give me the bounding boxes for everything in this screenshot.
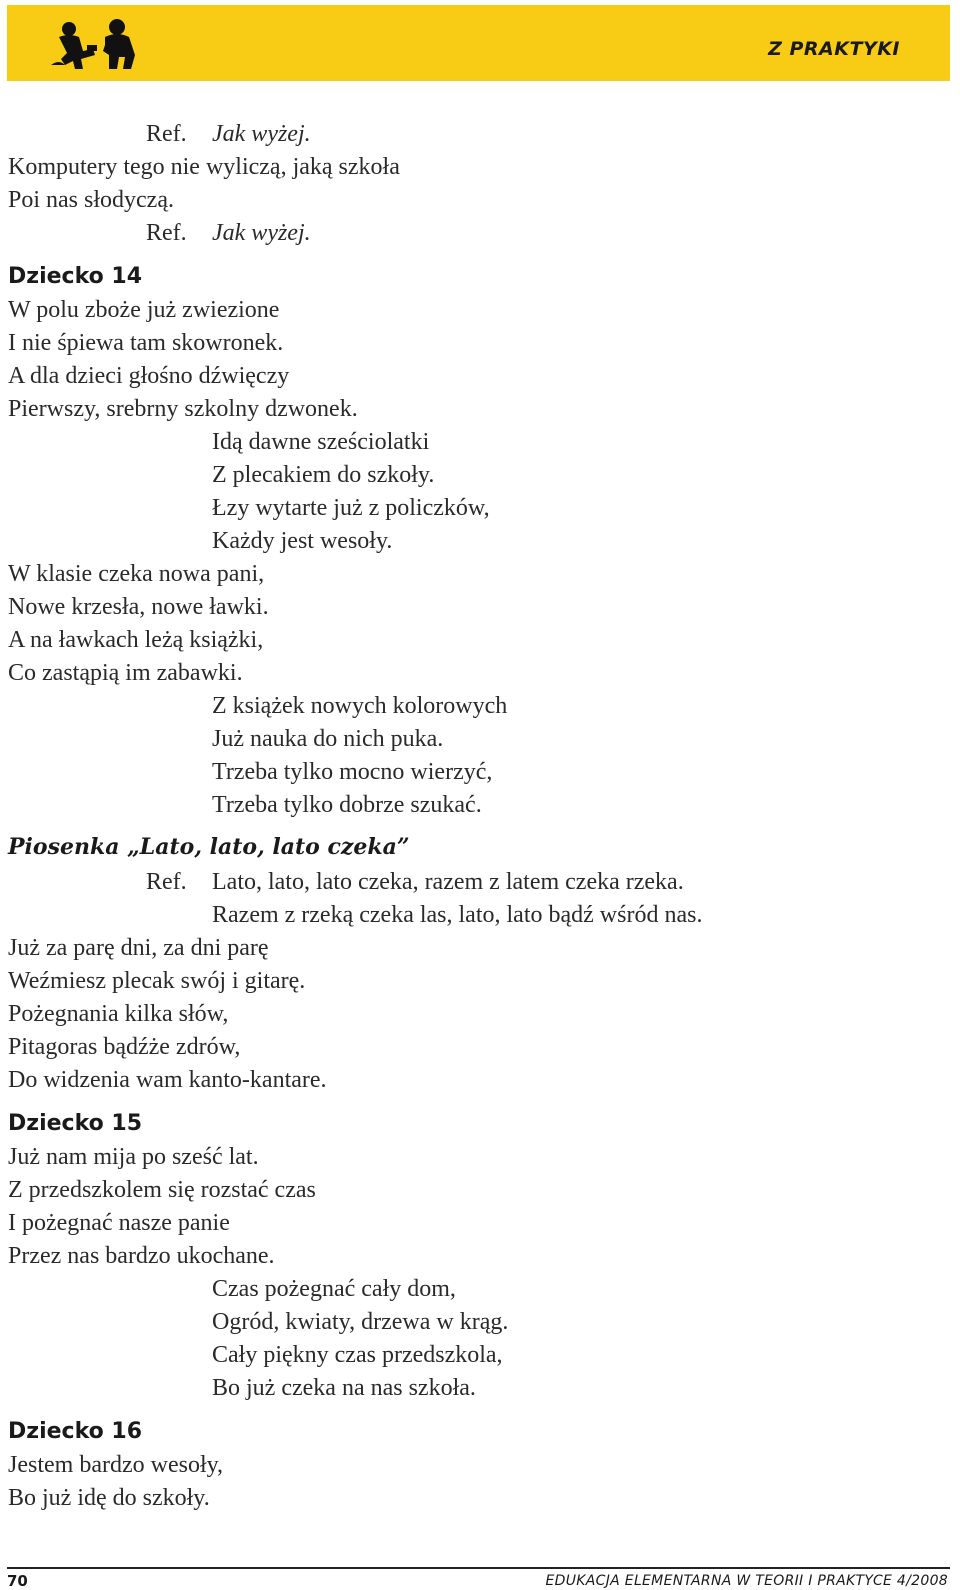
verse-line-indented: Z książek nowych kolorowych bbox=[212, 693, 508, 719]
refrain-label: Ref. bbox=[146, 121, 187, 147]
verse-line-indented: Łzy wytarte już z policzków, bbox=[212, 495, 490, 521]
verse-line-indented: Trzeba tylko mocno wierzyć, bbox=[212, 759, 493, 785]
verse-line-indented: Trzeba tylko dobrze szukać. bbox=[212, 792, 482, 818]
refrain-line bbox=[146, 868, 684, 896]
verse-line: Jestem bardzo wesoły, bbox=[8, 1452, 224, 1478]
verse-line: A dla dzieci głośno dźwięczy bbox=[8, 363, 290, 389]
verse-line: Pożegnania kilka słów, bbox=[8, 1001, 229, 1027]
verse-line: I pożegnać nasze panie bbox=[8, 1210, 230, 1236]
journal-title: EDUKACJA ELEMENTARNA W TEORII I PRAKTYCE 4/2008 bbox=[545, 1573, 948, 1589]
verse-line: Bo już idę do szkoły. bbox=[8, 1485, 210, 1511]
refrain-label: Ref. bbox=[146, 220, 187, 246]
section-heading: Dziecko 16 bbox=[8, 1419, 142, 1444]
verse-line: Weźmiesz plecak swój i gitarę. bbox=[8, 968, 306, 994]
verse-line: W polu zboże już zwiezione bbox=[8, 297, 280, 323]
verse-line: Co zastąpią im zabawki. bbox=[8, 660, 243, 686]
refrain-line bbox=[146, 219, 311, 247]
section-heading: Dziecko 14 bbox=[8, 264, 142, 289]
section-label: Z PRAKTYKI bbox=[768, 38, 900, 60]
verse-line: Komputery tego nie wyliczą, jaką szkoła bbox=[8, 154, 400, 180]
verse-line: Do widzenia wam kanto-kantare. bbox=[8, 1067, 327, 1093]
verse-line-indented: Czas pożegnać cały dom, bbox=[212, 1276, 456, 1302]
verse-line-indented: Bo już czeka na nas szkoła. bbox=[212, 1375, 476, 1401]
refrain-text: Lato, lato, lato czeka, razem z latem czeka rzeka. bbox=[212, 869, 684, 895]
verse-line: W klasie czeka nowa pani, bbox=[8, 561, 265, 587]
verse-line: Już za parę dni, za dni parę bbox=[8, 935, 269, 961]
footer-divider bbox=[7, 1567, 950, 1569]
verse-line-indented: Z plecakiem do szkoły. bbox=[212, 462, 435, 488]
verse-line: Pitagoras bądźże zdrów, bbox=[8, 1034, 241, 1060]
page-number: 70 bbox=[7, 1572, 28, 1590]
verse-line-indented: Każdy jest wesoły. bbox=[212, 528, 393, 554]
verse-line-indented: Cały piękny czas przedszkola, bbox=[212, 1342, 503, 1368]
verse-line: Z przedszkolem się rozstać czas bbox=[8, 1177, 316, 1203]
refrain-text: Jak wyżej. bbox=[212, 220, 311, 246]
section-heading: Dziecko 15 bbox=[8, 1111, 142, 1136]
verse-line: Pierwszy, srebrny szkolny dzwonek. bbox=[8, 396, 358, 422]
verse-line: Nowe krzesła, nowe ławki. bbox=[8, 594, 269, 620]
refrain-text: Jak wyżej. bbox=[212, 121, 311, 147]
verse-line: Poi nas słodyczą. bbox=[8, 187, 174, 213]
verse-line-indented: Idą dawne sześciolatki bbox=[212, 429, 430, 455]
verse-line-indented: Ogród, kwiaty, drzewa w krąg. bbox=[212, 1309, 509, 1335]
verse-line: Już nam mija po sześć lat. bbox=[8, 1144, 259, 1170]
refrain-label: Ref. bbox=[146, 869, 187, 895]
refrain-line bbox=[146, 120, 311, 148]
song-title: Piosenka „Lato, lato, lato czeka” bbox=[8, 834, 410, 860]
verse-line: Przez nas bardzo ukochane. bbox=[8, 1243, 275, 1269]
verse-line: A na ławkach leżą książki, bbox=[8, 627, 264, 653]
verse-line-indented: Już nauka do nich puka. bbox=[212, 726, 444, 752]
verse-line: I nie śpiewa tam skowronek. bbox=[8, 330, 284, 356]
verse-line-indented: Razem z rzeką czeka las, lato, lato bądź wśród nas. bbox=[212, 902, 703, 928]
